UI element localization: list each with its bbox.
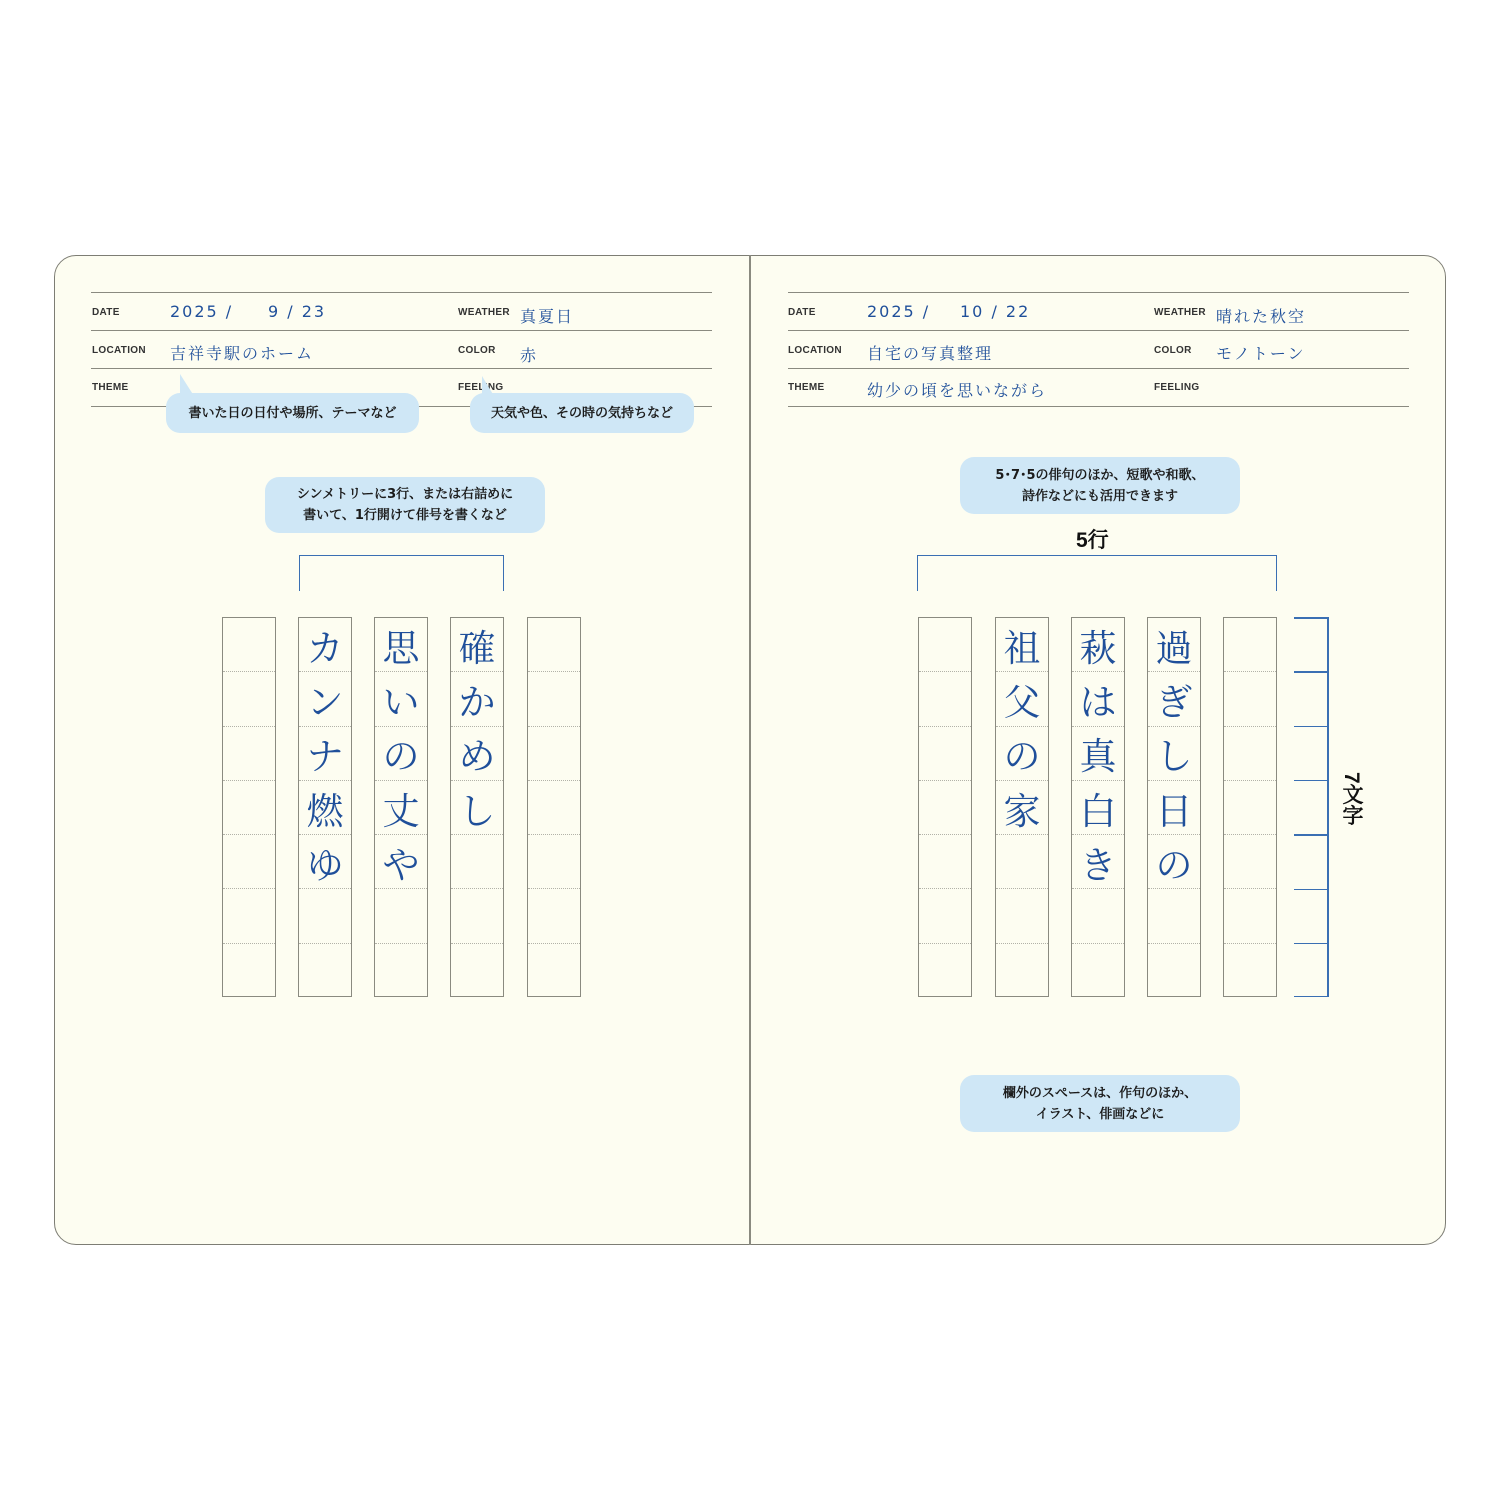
- haiku-cell[interactable]: き: [1072, 835, 1124, 889]
- haiku-column[interactable]: [1223, 617, 1277, 997]
- haiku-cell[interactable]: の: [375, 727, 427, 781]
- haiku-cell[interactable]: [1148, 944, 1200, 998]
- note-bubble-margin: 欄外のスペースは、作句のほか、 イラスト、俳画などに: [960, 1075, 1240, 1132]
- bracket-tick: [1294, 780, 1328, 782]
- haiku-cell[interactable]: [919, 672, 971, 726]
- haiku-cell[interactable]: [223, 781, 275, 835]
- haiku-cell[interactable]: [223, 890, 275, 944]
- haiku-cell[interactable]: [375, 944, 427, 998]
- haiku-cell[interactable]: [299, 944, 351, 998]
- haiku-cell[interactable]: カ: [299, 618, 351, 672]
- bracket-tick: [1294, 617, 1328, 619]
- haiku-column[interactable]: [527, 617, 581, 997]
- haiku-cell[interactable]: 丈: [375, 781, 427, 835]
- haiku-cell[interactable]: 白: [1072, 781, 1124, 835]
- haiku-cell[interactable]: 確: [451, 618, 503, 672]
- haiku-cell[interactable]: [528, 890, 580, 944]
- haiku-cell[interactable]: [528, 835, 580, 889]
- haiku-cell[interactable]: ナ: [299, 727, 351, 781]
- chars-count-label: 7文字: [1340, 772, 1363, 826]
- haiku-cell[interactable]: や: [375, 835, 427, 889]
- haiku-cell[interactable]: [223, 835, 275, 889]
- haiku-column[interactable]: [298, 617, 352, 997]
- date-year-value[interactable]: 2025 /: [867, 302, 931, 321]
- haiku-cell[interactable]: 家: [996, 781, 1048, 835]
- location-value[interactable]: 吉祥寺駅のホーム: [170, 344, 315, 363]
- header-rule: [788, 406, 1409, 407]
- haiku-cell[interactable]: [919, 835, 971, 889]
- haiku-cell[interactable]: [919, 618, 971, 672]
- color-label: COLOR: [458, 345, 496, 356]
- haiku-cell[interactable]: 父: [996, 672, 1048, 726]
- date-label: DATE: [92, 307, 120, 318]
- three-line-bracket: [299, 555, 504, 591]
- haiku-cell[interactable]: [1224, 672, 1276, 726]
- haiku-cell[interactable]: ゆ: [299, 835, 351, 889]
- haiku-cell[interactable]: 萩: [1072, 618, 1124, 672]
- haiku-cell[interactable]: [1224, 835, 1276, 889]
- weather-label: WEATHER: [458, 307, 510, 318]
- haiku-cell[interactable]: [1224, 727, 1276, 781]
- haiku-cell[interactable]: [1224, 944, 1276, 998]
- haiku-cell[interactable]: [919, 781, 971, 835]
- haiku-cell[interactable]: め: [451, 727, 503, 781]
- haiku-cell[interactable]: [528, 672, 580, 726]
- haiku-cell[interactable]: [223, 727, 275, 781]
- haiku-column[interactable]: [1147, 617, 1201, 997]
- haiku-cell[interactable]: [223, 618, 275, 672]
- color-value[interactable]: モノトーン: [1216, 344, 1306, 363]
- haiku-cell[interactable]: [223, 944, 275, 998]
- haiku-cell[interactable]: [299, 890, 351, 944]
- haiku-cell[interactable]: [1224, 890, 1276, 944]
- haiku-cell[interactable]: 日: [1148, 781, 1200, 835]
- haiku-cell[interactable]: は: [1072, 672, 1124, 726]
- haiku-cell[interactable]: [528, 618, 580, 672]
- note-bubble-layout: シンメトリーに3行、または右詰めに 書いて、1行開けて俳号を書くなど: [265, 477, 545, 533]
- header-rule: [788, 292, 1409, 293]
- haiku-column[interactable]: [918, 617, 972, 997]
- haiku-cell[interactable]: の: [1148, 835, 1200, 889]
- haiku-cell[interactable]: [1224, 781, 1276, 835]
- haiku-cell[interactable]: [919, 727, 971, 781]
- bracket-tick: [1294, 889, 1328, 891]
- haiku-cell[interactable]: 過: [1148, 618, 1200, 672]
- haiku-column[interactable]: [1071, 617, 1125, 997]
- feeling-label: FEELING: [1154, 382, 1200, 393]
- bracket-tick: [1294, 726, 1328, 728]
- haiku-cell[interactable]: [996, 890, 1048, 944]
- haiku-cell[interactable]: し: [1148, 727, 1200, 781]
- theme-label: THEME: [92, 382, 129, 393]
- color-value[interactable]: 赤: [520, 346, 539, 365]
- bracket-tick: [1294, 834, 1328, 836]
- haiku-column[interactable]: [995, 617, 1049, 997]
- weather-value[interactable]: 真夏日: [520, 307, 575, 326]
- date-month-day-value[interactable]: 10 / 22: [960, 302, 1031, 321]
- date-month-day-value[interactable]: 9 / 23: [268, 302, 327, 321]
- haiku-cell[interactable]: い: [375, 672, 427, 726]
- haiku-column[interactable]: [222, 617, 276, 997]
- note-bubble-date: 書いた日の日付や場所、テーマなど: [166, 393, 419, 433]
- header-rule: [788, 330, 1409, 331]
- haiku-column[interactable]: [374, 617, 428, 997]
- lines-count-label: 5行: [1076, 529, 1109, 552]
- notebook-spine: [749, 255, 751, 1245]
- color-label: COLOR: [1154, 345, 1192, 356]
- five-line-bracket: [917, 555, 1277, 591]
- haiku-cell[interactable]: [996, 835, 1048, 889]
- bracket-tick: [1294, 943, 1328, 945]
- haiku-cell[interactable]: [1072, 944, 1124, 998]
- bracket-tick: [1294, 996, 1328, 998]
- haiku-cell[interactable]: 真: [1072, 727, 1124, 781]
- location-value[interactable]: 自宅の写真整理: [867, 344, 994, 363]
- haiku-cell[interactable]: [1148, 890, 1200, 944]
- weather-value[interactable]: 晴れた秋空: [1216, 307, 1307, 326]
- haiku-cell[interactable]: [1072, 890, 1124, 944]
- theme-label: THEME: [788, 382, 825, 393]
- haiku-cell[interactable]: [528, 944, 580, 998]
- location-label: LOCATION: [92, 345, 146, 356]
- location-label: LOCATION: [788, 345, 842, 356]
- haiku-cell[interactable]: [1224, 618, 1276, 672]
- note-bubble-weather: 天気や色、その時の気持ちなど: [470, 393, 694, 433]
- haiku-cell[interactable]: [375, 890, 427, 944]
- haiku-cell[interactable]: ン: [299, 672, 351, 726]
- haiku-cell[interactable]: の: [996, 727, 1048, 781]
- haiku-cell[interactable]: [528, 781, 580, 835]
- haiku-cell[interactable]: [528, 727, 580, 781]
- haiku-cell[interactable]: 祖: [996, 618, 1048, 672]
- haiku-cell[interactable]: [919, 944, 971, 998]
- haiku-cell[interactable]: 燃: [299, 781, 351, 835]
- header-rule: [91, 368, 712, 369]
- weather-label: WEATHER: [1154, 307, 1206, 318]
- haiku-cell[interactable]: 思: [375, 618, 427, 672]
- haiku-column[interactable]: [450, 617, 504, 997]
- haiku-cell[interactable]: [223, 672, 275, 726]
- haiku-cell[interactable]: [451, 835, 503, 889]
- header-rule: [91, 330, 712, 331]
- haiku-cell[interactable]: [451, 944, 503, 998]
- feeling-label: FEELING: [458, 382, 504, 393]
- haiku-cell[interactable]: か: [451, 672, 503, 726]
- header-rule: [91, 292, 712, 293]
- date-label: DATE: [788, 307, 816, 318]
- date-year-value[interactable]: 2025 /: [170, 302, 234, 321]
- header-rule: [788, 368, 1409, 369]
- haiku-cell[interactable]: し: [451, 781, 503, 835]
- theme-value[interactable]: 幼少の頃を思いながら: [867, 381, 1048, 400]
- haiku-cell[interactable]: [919, 890, 971, 944]
- haiku-cell[interactable]: [451, 890, 503, 944]
- seven-char-bracket: [1327, 617, 1329, 997]
- note-bubble-usage: 5･7･5の俳句のほか、短歌や和歌、 詩作などにも活用できます: [960, 457, 1240, 514]
- haiku-cell[interactable]: [996, 944, 1048, 998]
- haiku-cell[interactable]: ぎ: [1148, 672, 1200, 726]
- bracket-tick: [1294, 671, 1328, 673]
